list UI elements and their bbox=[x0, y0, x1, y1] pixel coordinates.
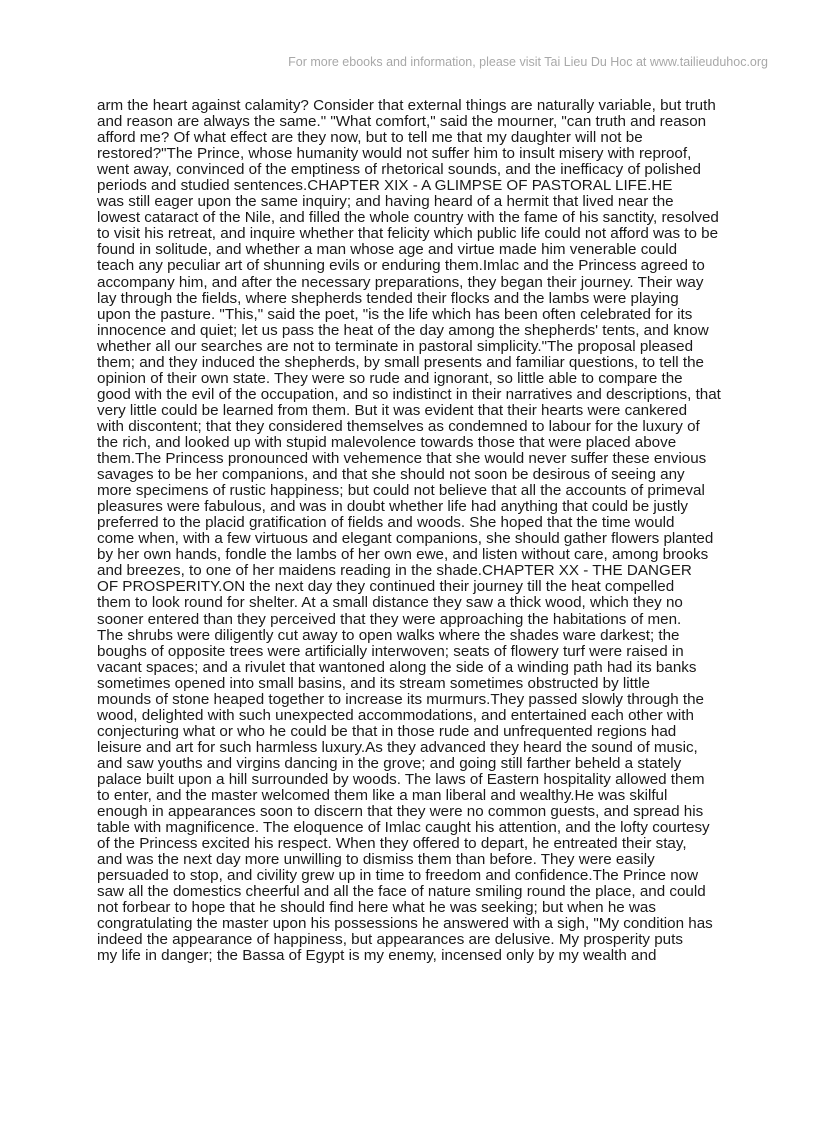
text-line: wood, delighted with such unexpected accommodations, and entertained each other with bbox=[97, 706, 694, 724]
text-line: found in solitude, and whether a man whose age and virtue made him venerable could bbox=[97, 241, 678, 259]
text-line: preferred to the placid gratification of fields and woods. She hoped that the time would bbox=[97, 514, 675, 532]
text-line: not forbear to hope that he should find here what he was seeking; but when he was bbox=[97, 899, 656, 917]
text-line: of the Princess excited his respect. When they offered to depart, he entreated their stay, bbox=[97, 835, 687, 853]
text-line: enough in appearances soon to discern that they were no common guests, and spread his bbox=[97, 803, 704, 821]
text-line: was still eager upon the same inquiry; and having heard of a hermit that lived near the bbox=[97, 193, 674, 211]
text-line: restored?"The Prince, whose humanity would not suffer him to insult misery with reproof, bbox=[97, 145, 692, 163]
text-line: my life in danger; the Bassa of Egypt is my enemy, incensed only by my wealth and bbox=[97, 947, 657, 965]
page-body bbox=[97, 98, 737, 965]
text-line: OF PROSPERITY.ON the next day they continued their journey till the heat compelled bbox=[97, 578, 675, 596]
text-line: vacant spaces; and a rivulet that wantoned along the side of a winding path had its banks bbox=[97, 658, 697, 676]
text-line: with discontent; that they considered themselves as condemned to labour for the luxury of bbox=[97, 417, 700, 435]
text-line: and was the next day more unwilling to dismiss them than before. They were easily bbox=[97, 851, 655, 869]
text-line: opinion of their own state. They were so rude and ignorant, so little able to compare the bbox=[97, 369, 683, 387]
text-line: good with the evil of the occupation, and so indistinct in their narratives and descriptions, that bbox=[97, 385, 721, 403]
text-line: to enter, and the master welcomed them like a man liberal and wealthy.He was skilful bbox=[97, 787, 668, 805]
text-line: indeed the appearance of happiness, but appearances are delusive. My prosperity puts bbox=[97, 931, 683, 949]
text-line: lowest cataract of the Nile, and filled the whole country with the fame of his sanctity, resolved bbox=[97, 209, 719, 227]
text-line: boughs of opposite trees were artificially interwoven; seats of flowery turf were raised in bbox=[97, 642, 684, 660]
text-line: The shrubs were diligently cut away to open walks where the shades ware darkest; the bbox=[97, 626, 680, 644]
text-line: to visit his retreat, and inquire whether that felicity which public life could not afford was to be bbox=[97, 225, 719, 243]
text-line: and reason are always the same." "What comfort," said the mourner, "can truth and reason bbox=[97, 113, 707, 131]
text-line: leisure and art for such harmless luxury.As they advanced they heard the sound of music, bbox=[97, 738, 698, 756]
text-line: them to look round for shelter. At a small distance they saw a thick wood, which they no bbox=[97, 594, 683, 612]
text-line: persuaded to stop, and civility grew up in time to freedom and confidence.The Prince now bbox=[97, 867, 699, 885]
text-line: palace built upon a hill surrounded by woods. The laws of Eastern hospitality allowed them bbox=[97, 770, 705, 788]
text-line: savages to be her companions, and that she should not soon be desirous of seeing any bbox=[97, 466, 685, 484]
text-line: upon the pasture. "This," said the poet, "is the life which has been often celebrated for its bbox=[97, 305, 693, 323]
text-line: table with magnificence. The eloquence of Imlac caught his attention, and the lofty courtesy bbox=[97, 819, 710, 837]
text-line: mounds of stone heaped together to increase its murmurs.They passed slowly through the bbox=[97, 690, 704, 708]
text-line: congratulating the master upon his possessions he answered with a sigh, "My condition has bbox=[97, 915, 713, 933]
text-line: afford me? Of what effect are they now, but to tell me that my daughter will not be bbox=[97, 129, 643, 147]
text-line: more specimens of rustic happiness; but could not believe that all the accounts of primeval bbox=[97, 482, 705, 500]
header-note: For more ebooks and information, please visit Tai Lieu Du Hoc at www.tailieuduhoc.org bbox=[288, 55, 768, 69]
text-line: sometimes opened into small basins, and its stream sometimes obstructed by little bbox=[97, 674, 650, 692]
text-line: them.The Princess pronounced with vehemence that she would never suffer these envious bbox=[97, 450, 707, 468]
text-line: sooner entered than they perceived that they were approaching the habitations of men. bbox=[97, 610, 682, 628]
text-line: by her own hands, fondle the lambs of her own ewe, and listen without care, among brooks bbox=[97, 546, 709, 564]
text-line: and saw youths and virgins dancing in the grove; and going still farther beheld a stately bbox=[97, 754, 682, 772]
text-line: and breezes, to one of her maidens reading in the shade.CHAPTER XX - THE DANGER bbox=[97, 562, 692, 580]
text-line: accompany him, and after the necessary preparations, they began their journey. Their way bbox=[97, 273, 704, 291]
text-line: arm the heart against calamity? Consider that external things are naturally variable, but truth bbox=[97, 97, 716, 114]
text-line: the rich, and looked up with stupid malevolence towards those that were placed above bbox=[97, 433, 677, 451]
text-line: come when, with a few virtuous and elegant companions, she should gather flowers planted bbox=[97, 530, 714, 548]
text-line: conjecturing what or who he could be that in those rude and unfrequented regions had bbox=[97, 722, 677, 740]
text-line: whether all our searches are not to terminate in pastoral simplicity."The proposal pleased bbox=[97, 337, 694, 355]
text-line: saw all the domestics cheerful and all the face of nature smiling round the place, and could bbox=[97, 883, 706, 901]
text-line: them; and they induced the shepherds, by small presents and familiar questions, to tell the bbox=[97, 353, 705, 371]
text-line: innocence and quiet; let us pass the heat of the day among the shepherds' tents, and know bbox=[97, 321, 709, 339]
text-line: pleasures were fabulous, and was in doubt whether life had anything that could be justly bbox=[97, 498, 688, 516]
text-line: went away, convinced of the emptiness of rhetorical sounds, and the inefficacy of polished bbox=[97, 161, 701, 179]
text-line: periods and studied sentences.CHAPTER XIX - A GLIMPSE OF PASTORAL LIFE.HE bbox=[97, 177, 673, 195]
text-line: very little could be learned from them. But it was evident that their hearts were cankered bbox=[97, 401, 688, 419]
text-line: lay through the fields, where shepherds tended their flocks and the lambs were playing bbox=[97, 289, 679, 307]
text-line: teach any peculiar art of shunning evils or enduring them.Imlac and the Princess agreed to bbox=[97, 257, 705, 275]
